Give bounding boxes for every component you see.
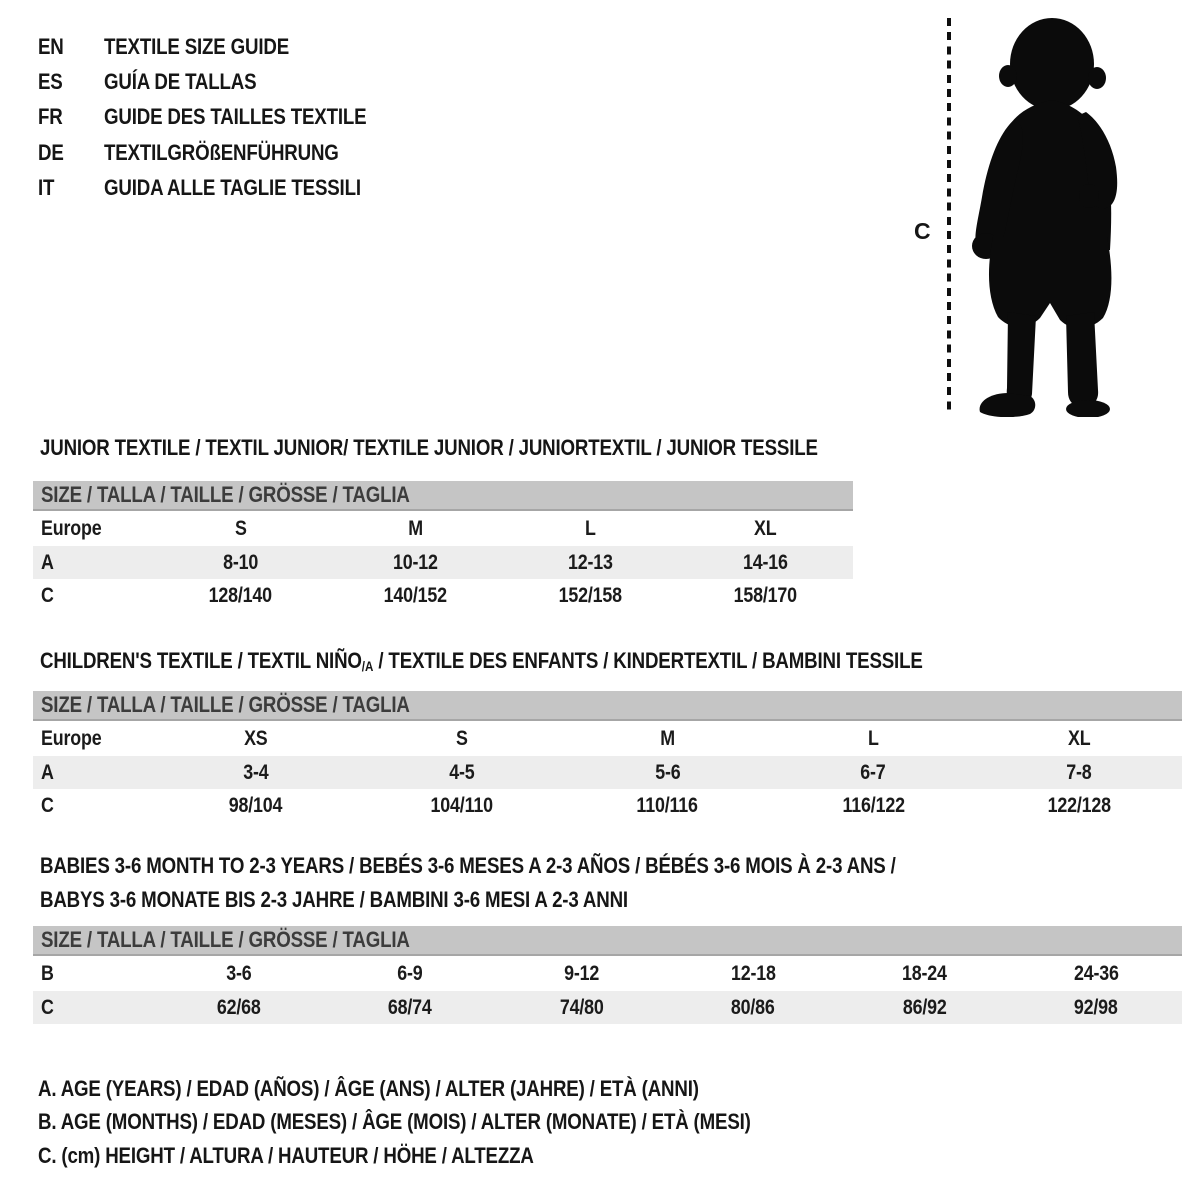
size-value-cell: 12-18 <box>730 961 776 985</box>
row-label: A <box>41 550 54 574</box>
height-measure-label: C <box>914 218 931 244</box>
table-rows <box>33 956 1182 1024</box>
size-value-cell: 62/68 <box>216 995 261 1019</box>
guide-title: TEXTILE SIZE GUIDE <box>104 33 290 59</box>
junior-size-table <box>33 481 853 612</box>
size-value-cell: 158/170 <box>733 583 798 607</box>
table-row <box>33 789 1182 822</box>
language-row <box>38 100 413 135</box>
size-value-cell: 5-6 <box>654 760 681 784</box>
size-header-label: SIZE / TALLA / TAILLE / GRÖSSE / TAGLIA <box>41 482 410 507</box>
language-code: IT <box>38 175 55 201</box>
size-value-cell: 14-16 <box>743 550 788 574</box>
height-measure-line <box>947 18 951 415</box>
size-value-cell: S <box>234 516 247 540</box>
table-rows <box>33 511 853 612</box>
children-size-table <box>33 691 1182 822</box>
table-row <box>33 721 1182 756</box>
size-value-cell: 12-13 <box>568 550 613 574</box>
size-value-cell: 6-7 <box>860 760 886 784</box>
size-value-cell: 8-10 <box>222 550 259 574</box>
size-value-cell: L <box>585 516 596 540</box>
guide-title: GUÍA DE TALLAS <box>104 69 257 95</box>
legend-note-c: C. (cm) HEIGHT / ALTURA / HAUTEUR / HÖHE / ALTEZZA <box>38 1142 534 1168</box>
size-value-cell: XL <box>754 516 777 540</box>
size-value-cell: 3-4 <box>243 760 269 784</box>
table-row <box>33 511 853 546</box>
size-value-cell: 128/140 <box>208 583 273 607</box>
size-value-cell: 80/86 <box>731 995 776 1019</box>
size-header-bar <box>33 691 1182 721</box>
size-value-cell: 9-12 <box>564 961 600 985</box>
legend-note-a: A. AGE (YEARS) / EDAD (AÑOS) / ÂGE (ANS) / ALTER (JAHRE) / ETÀ (ANNI) <box>38 1075 699 1101</box>
size-header-bar <box>33 481 853 511</box>
size-value-cell: L <box>867 726 879 750</box>
size-value-cell: 4-5 <box>449 760 475 784</box>
language-row <box>38 29 413 64</box>
table-row <box>33 579 853 612</box>
size-value-cell: M <box>660 726 675 750</box>
size-value-cell: 122/128 <box>1047 793 1111 817</box>
size-value-cell: 3-6 <box>226 961 252 985</box>
children-section-title: CHILDREN'S TEXTILE / TEXTIL $NIÑO_{/A}$ / TEXTILE DES ENFANTS / KINDERTEXTIL / BAMBINI TESSILE <box>40 648 923 674</box>
size-value-cell: 140/152 <box>383 583 448 607</box>
row-label: A <box>41 760 54 784</box>
size-value-cell: 104/110 <box>430 793 493 817</box>
size-value-cell: 74/80 <box>559 995 604 1019</box>
row-label: C <box>41 793 54 817</box>
table-row <box>33 991 1182 1024</box>
size-value-cell: 86/92 <box>902 995 947 1019</box>
table-row <box>33 756 1182 789</box>
size-value-cell: 152/158 <box>558 583 623 607</box>
language-code: DE <box>38 139 64 165</box>
row-label: B <box>41 961 54 985</box>
size-value-cell: 92/98 <box>1074 995 1119 1019</box>
size-value-cell: 18-24 <box>902 961 948 985</box>
toddler-silhouette-image <box>960 12 1140 417</box>
row-label: C <box>41 583 54 607</box>
size-value-cell: XS <box>244 726 268 750</box>
legend-note-b: B. AGE (MONTHS) / EDAD (MESES) / ÂGE (MOIS) / ALTER (MONATE) / ETÀ (MESI) <box>38 1109 751 1135</box>
size-header-bar <box>33 926 1182 956</box>
legend-notes <box>38 1072 876 1173</box>
size-value-cell: 24-36 <box>1073 961 1119 985</box>
row-label: Europe <box>41 726 102 750</box>
language-code: ES <box>38 69 63 95</box>
table-rows <box>33 721 1182 822</box>
babies-size-table <box>33 926 1182 1024</box>
size-value-cell: XL <box>1067 726 1091 750</box>
size-value-cell: 7-8 <box>1066 760 1092 784</box>
size-value-cell: 10-12 <box>393 550 438 574</box>
size-header-label: SIZE / TALLA / TAILLE / GRÖSSE / TAGLIA <box>41 927 410 952</box>
guide-title: GUIDE DES TAILLES TEXTILE <box>104 104 367 130</box>
size-value-cell: M <box>408 516 423 540</box>
size-header-label: SIZE / TALLA / TAILLE / GRÖSSE / TAGLIA <box>41 692 410 717</box>
language-row <box>38 135 413 170</box>
size-value-cell: 116/122 <box>842 793 905 817</box>
junior-section-title: JUNIOR TEXTILE / TEXTIL JUNIOR/ TEXTILE JUNIOR / JUNIORTEXTIL / JUNIOR TESSILE <box>40 435 818 460</box>
table-row <box>33 546 853 579</box>
language-row <box>38 64 413 99</box>
language-code: FR <box>38 104 63 130</box>
size-value-cell: S <box>455 726 468 750</box>
language-row <box>38 171 413 206</box>
size-value-cell: 6-9 <box>397 961 423 985</box>
row-label: C <box>41 995 54 1019</box>
guide-title: TEXTILGRÖßENFÜHRUNG <box>104 139 339 165</box>
size-value-cell: 98/104 <box>229 793 283 817</box>
babies-section-title: BABIES 3-6 MONTH TO 2-3 YEARS / BEBÉS 3-6 MESES A 2-3 AÑOS / BÉBÉS 3-6 MOIS À 2-3 ANS / BABYS 3-6 MONATE BIS 2-3 JAHRE / BAMBINI 3-6 MESI A 2-3 ANNI <box>40 853 896 912</box>
table-row <box>33 956 1182 991</box>
language-code: EN <box>38 33 64 59</box>
nino-a-subscript: /A <box>361 659 374 674</box>
language-title-list <box>38 29 413 206</box>
size-value-cell: 68/74 <box>388 995 433 1019</box>
size-value-cell: 110/116 <box>636 793 699 817</box>
row-label: Europe <box>41 516 102 540</box>
guide-title: GUIDA ALLE TAGLIE TESSILI <box>104 175 361 201</box>
